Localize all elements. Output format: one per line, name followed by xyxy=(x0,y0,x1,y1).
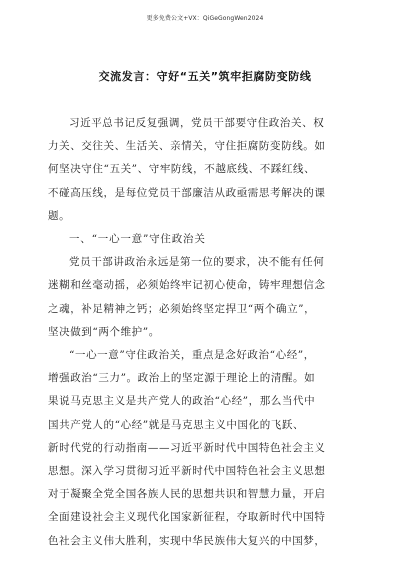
header-note: 更多免费公文+VX：QiGeGongWen2024 xyxy=(146,15,264,22)
paragraph-line: 色社会主义伟大胜利，实现中华民族伟大复兴的中国梦， xyxy=(48,534,326,547)
paragraph-line: 题。 xyxy=(48,209,71,222)
paragraph-line: 之魂，补足精神之钙；必须始终坚定捍卫“两个确立”， xyxy=(48,302,316,315)
section-heading: 一、“一心一意”守住政治关 xyxy=(69,233,206,246)
paragraph-line: 全面建设社会主义现代化国家新征程，夺取新时代中国特 xyxy=(48,511,326,524)
paragraph-line: 新时代党的行动指南——习近平新时代中国特色社会主义 xyxy=(48,441,326,454)
paragraph-line: 果说马克思主义是共产党人的政治“心经”，那么当代中 xyxy=(48,395,316,408)
paragraph-line: 迷糊和丝毫动摇，必须始终牢记初心使命，铸牢理想信念 xyxy=(48,279,326,292)
paragraph-line: 不碰高压线，是每位党员干部廉洁从政亟需思考解决的课 xyxy=(48,186,326,199)
paragraph-line: 增强政治“三力”。政治上的坚定源于理论上的清醒。如 xyxy=(48,372,316,385)
paragraph-line: 习近平总书记反复强调，党员干部要守住政治关、权 xyxy=(69,117,325,129)
paragraph-line: 坚决做到“两个维护”。 xyxy=(48,325,160,338)
paragraph-line: 国共产党人的“心经”就是马克思主义中国化的飞跃、 xyxy=(48,418,305,431)
paragraph-line: 何坚决守住“五关”、守牢防线，不越底线、不踩红线、 xyxy=(48,163,316,176)
paragraph-line: 党员干部讲政治永远是第一位的要求，决不能有任何 xyxy=(69,256,325,269)
paragraph-line: 对于凝聚全党全国各族人民的思想共识和智慧力量，开启 xyxy=(48,488,326,501)
document-body xyxy=(48,112,368,553)
paragraph-line: 思想。深入学习贯彻习近平新时代中国特色社会主义思想 xyxy=(48,465,326,478)
paragraph-line: 力关、交往关、生活关、亲情关，守住拒腐防变防线。如 xyxy=(48,140,326,153)
document-title: 交流发言：守好“五关”筑牢拒腐防变防线 xyxy=(98,70,312,83)
paragraph-line: “一心一意”守住政治关，重点是念好政治“心经”， xyxy=(69,349,315,362)
